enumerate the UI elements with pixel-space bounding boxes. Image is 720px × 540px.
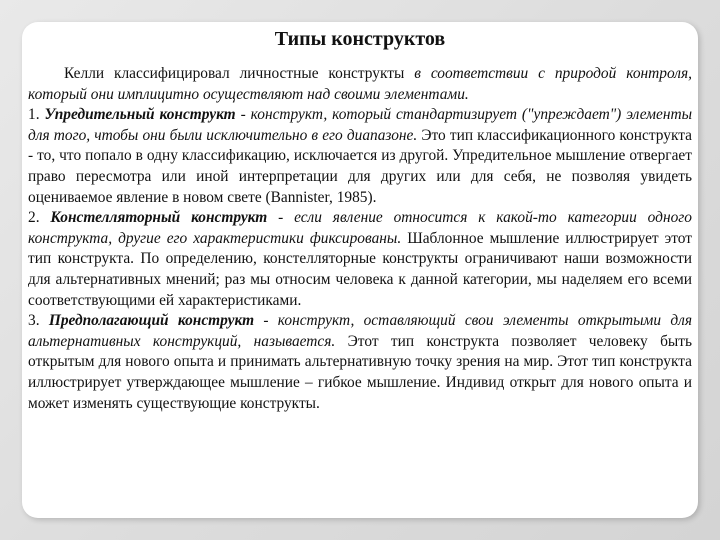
construct-item-3 bbox=[28, 311, 692, 414]
construct-item-1 bbox=[28, 105, 692, 208]
construct-definition: - конструкт, оставляющий свои элементы открытыми для альтернативных конструкций, называется. bbox=[28, 312, 693, 350]
item-number: 3. bbox=[28, 312, 49, 330]
construct-item-2 bbox=[28, 208, 692, 311]
intro-lead: Келли классифицировал личностные конструкты bbox=[64, 65, 415, 82]
item-number: 1. bbox=[28, 106, 45, 124]
construct-body: Этот тип конструкта позволяет человеку быть открытым для нового опыта и принимать альтернативную точку зрения на мир. Этот тип конструкта иллюстрирует утверждающее мышление – гибкое мышление. Индивид открыт для нового опыта и может изменять существующие конструкты. bbox=[28, 332, 692, 412]
intro-paragraph bbox=[28, 64, 692, 105]
document-page bbox=[22, 22, 698, 518]
intro-italic: в соответствии с природой контроля, который они имплицитно осуществляют над своими элементами. bbox=[28, 65, 692, 103]
item-number: 2. bbox=[28, 209, 51, 227]
construct-term: Упредительный конструкт bbox=[44, 106, 236, 124]
page-title: Типы конструктов bbox=[274, 28, 446, 50]
construct-term: Предполагающий конструкт bbox=[48, 312, 255, 330]
construct-definition: - если явление относится к какой-то категории одного конструкта, другие его характеристики фиксированы. bbox=[28, 209, 692, 247]
construct-body: Это тип классификационного конструкта - то, что попало в одну классификацию, исключается из другой. Упредительное мышление отвергает право пересмотра или иной интерпретации для других или для себя, не позволяя увидеть оцениваемое явление в новом свете (Bannister, 1985). bbox=[28, 126, 692, 206]
construct-term: Констелляторный конструкт bbox=[50, 209, 268, 227]
construct-definition: - конструкт, который стандартизирует ("упреждает") элементы для того, чтобы они были исключительно в его диапазоне. bbox=[28, 106, 692, 144]
construct-body: Шаблонное мышление иллюстрирует этот тип конструкта. По определению, констелляторные конструкты ограничивают наши возможности для альтернативных мнений; раз мы относим человека к данной категории, мы наделяем его всеми соответствующими ей характеристиками. bbox=[28, 229, 692, 309]
